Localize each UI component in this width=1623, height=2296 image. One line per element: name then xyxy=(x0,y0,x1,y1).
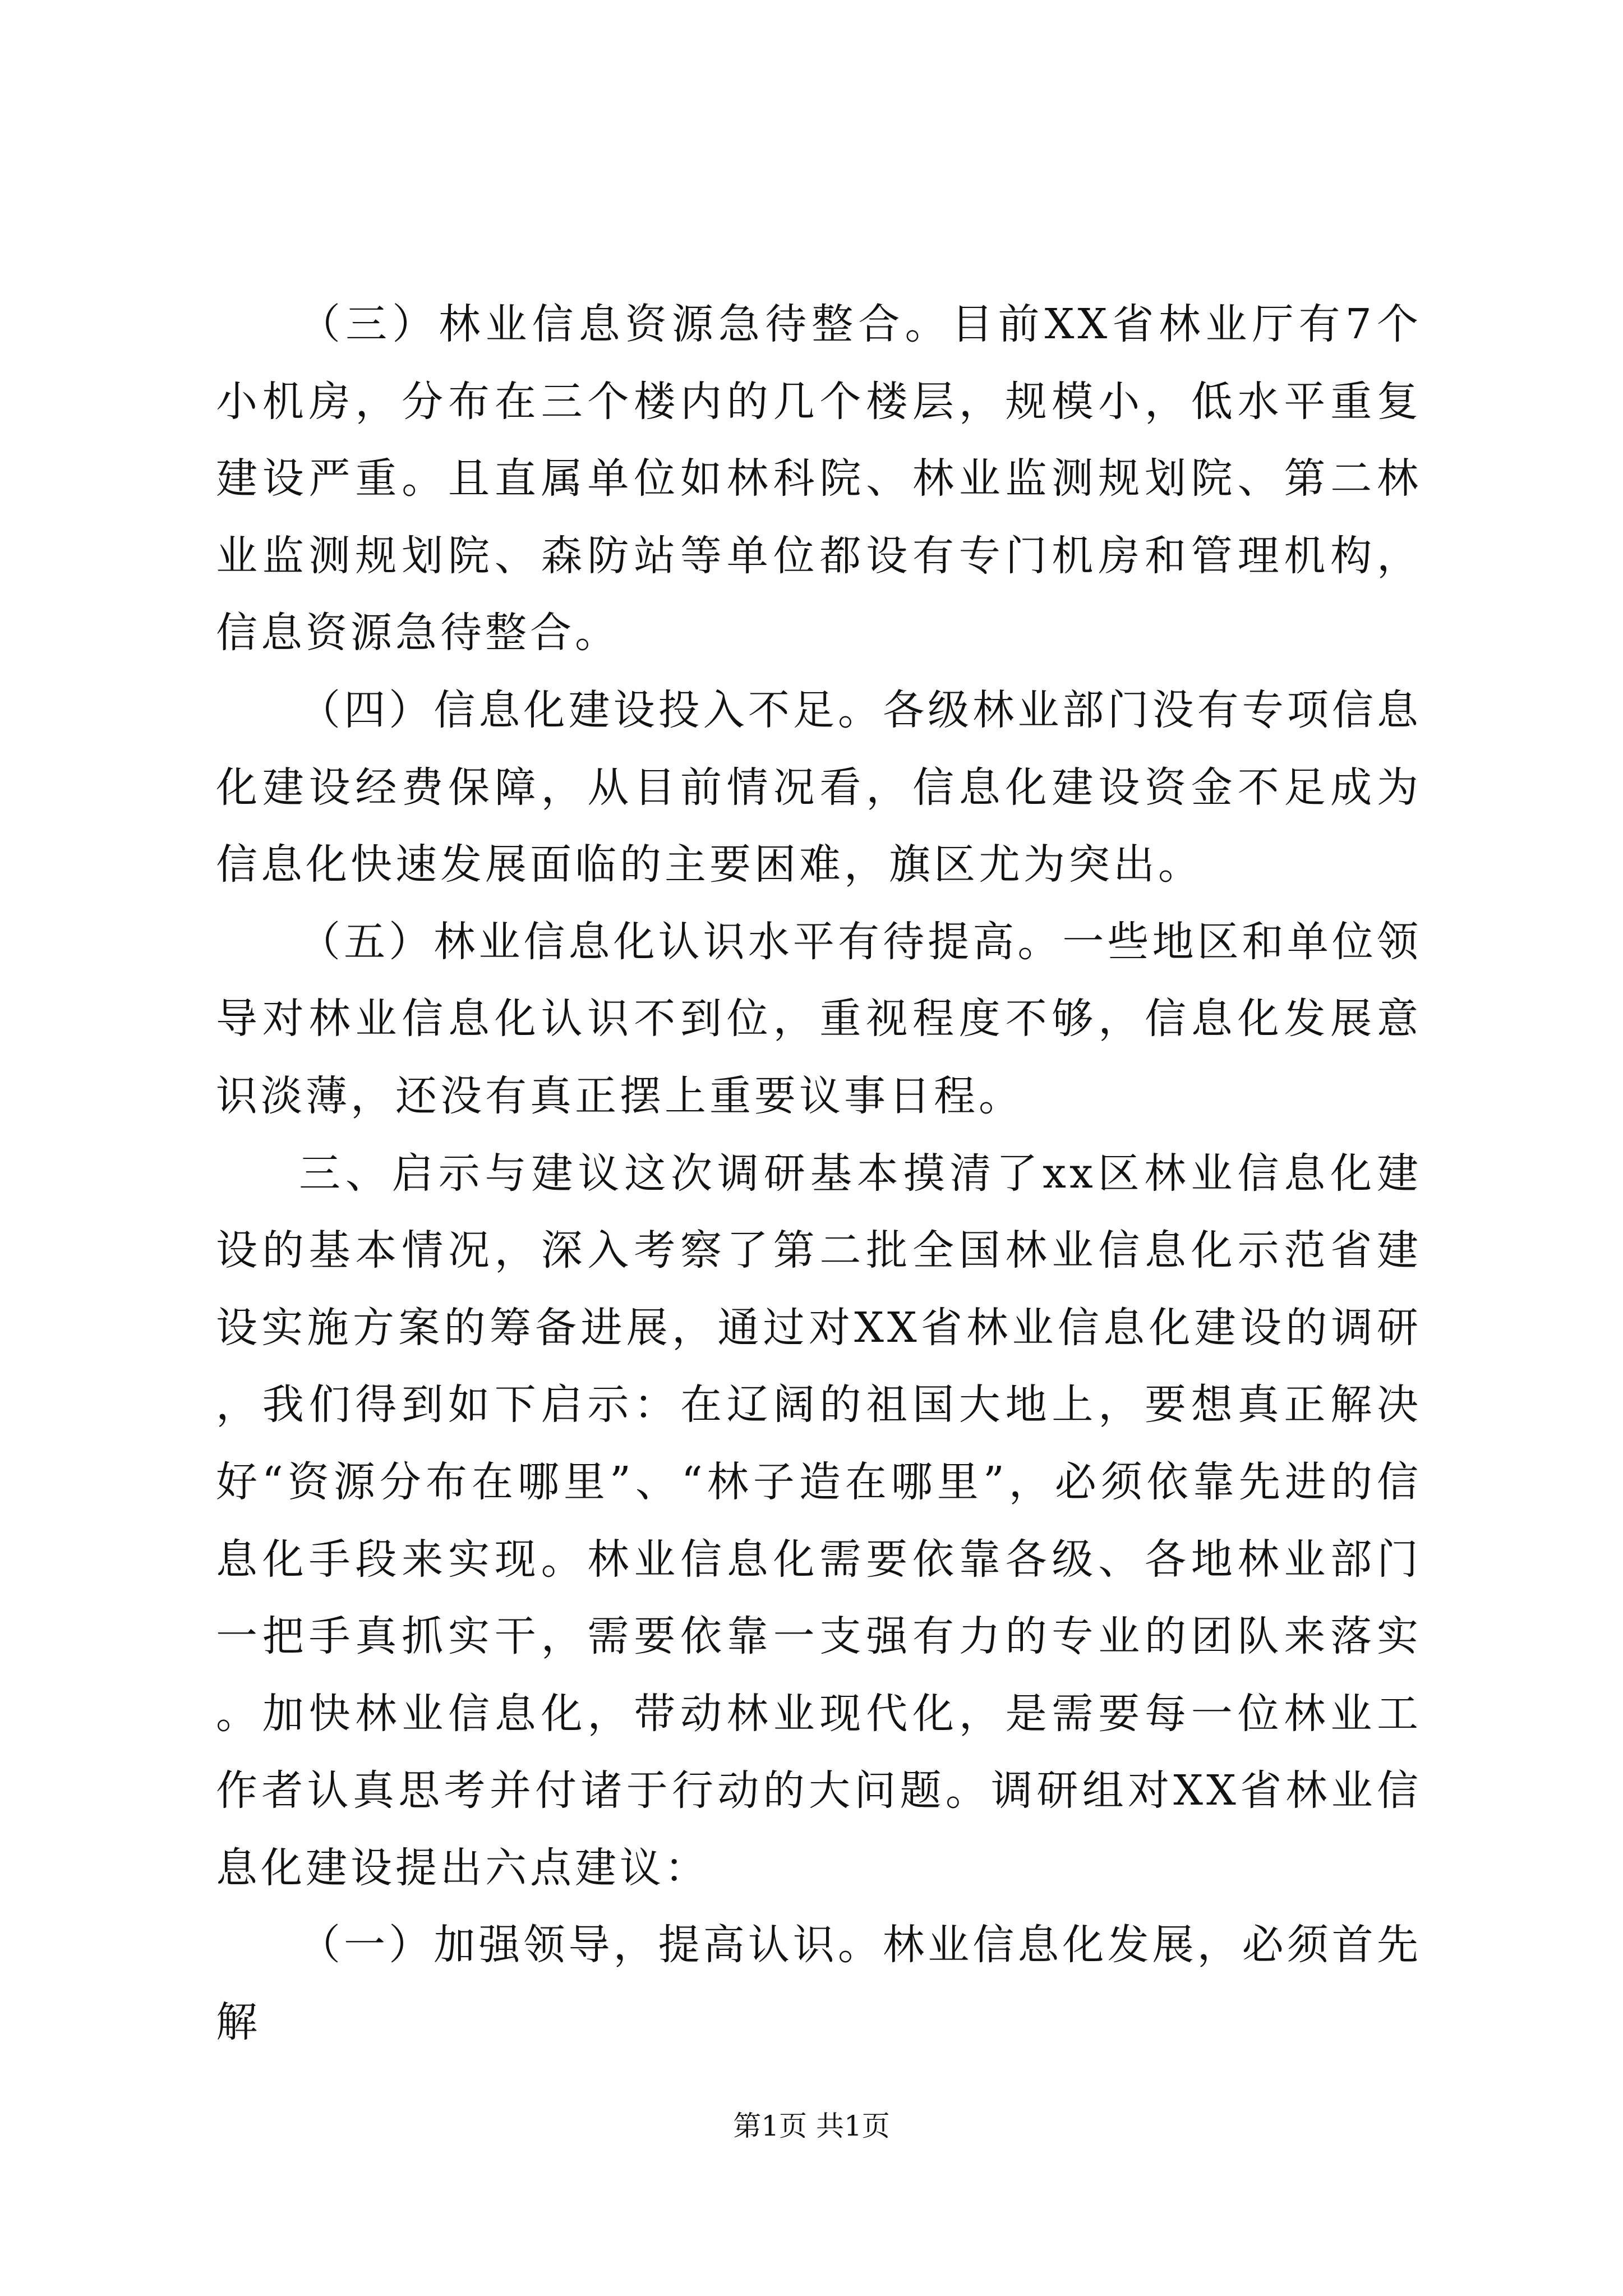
paragraph-investment: （四）信息化建设投入不足。各级林业部门没有专项信息化建设经费保障，从目前情况看，信息化建设资金不足成为信息化快速发展面临的主要困难，旗区尤为突出。 xyxy=(216,685,1422,889)
paragraph-awareness: （五）林业信息化认识水平有待提高。一些地区和单位领导对林业信息化认识不到位，重视程度不够，信息化发展意识淡薄，还没有真正摆上重要议事日程。 xyxy=(216,917,1422,1120)
paragraph-suggestions: 三、启示与建议这次调研基本摸清了xx区林业信息化建设的基本情况，深入考察了第二批全国林业信息化示范省建设实施方案的筹备进展，通过对XX省林业信息化建设的调研，我们得到如下启示：在辽阔的祖国大地上，要想真正解决好“资源分布在哪里”、“林子造在哪里”，必须依靠先进的信息化手段来实现。林业信息化需要依靠各级、各地林业部门一把手真抓实干，需要依靠一支强有力的专业的团队来落实。加快林业信息化，带动林业现代化，是需要每一位林业工作者认真思考并付诸于行动的大问题。调研组对XX省林业信息化建设提出六点建议： xyxy=(216,1149,1422,1892)
document-body xyxy=(216,286,1422,2062)
paragraph-resource-integration: （三）林业信息资源急待整合。目前XX省林业厅有7个小机房，分布在三个楼内的几个楼层，规模小，低水平重复建设严重。且直属单位如林科院、林业监测规划院、第二林业监测规划院、森防站等单位都设有专门机房和管理机构，信息资源急待整合。 xyxy=(216,300,1422,657)
page-footer: 第1页 共1页 xyxy=(733,2110,890,2142)
paragraph-leadership: （一）加强领导，提高认识。林业信息化发展，必须首先解 xyxy=(216,1921,1422,2047)
